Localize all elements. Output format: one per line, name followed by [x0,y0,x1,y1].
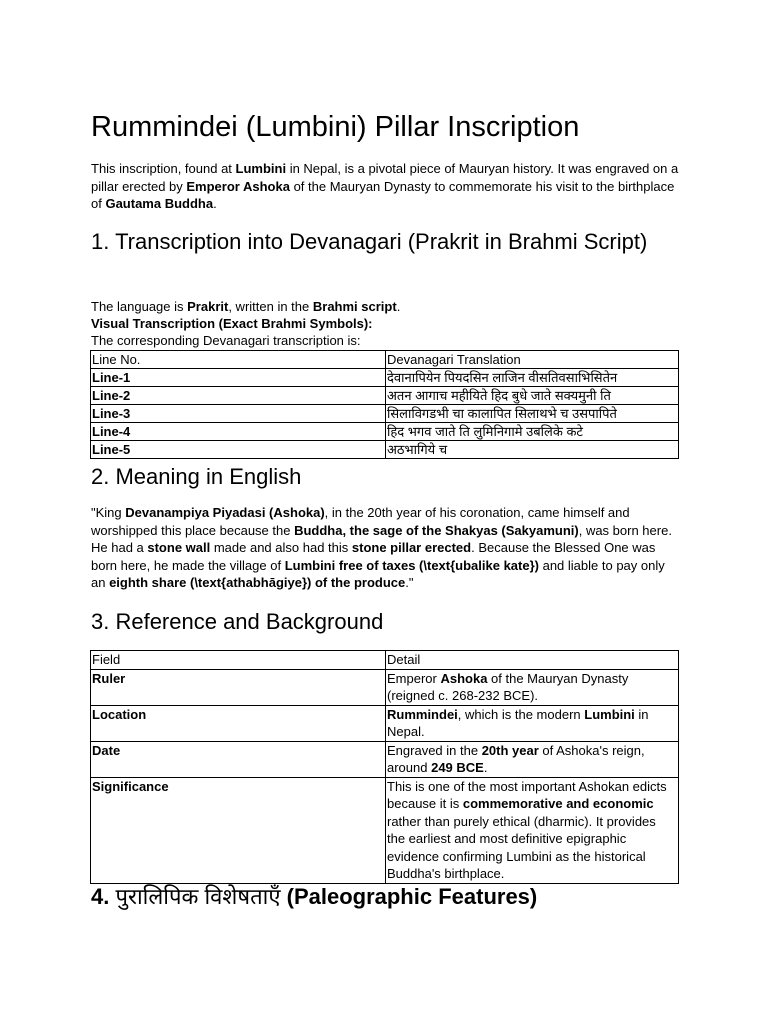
table-row [91,405,679,423]
table-row [91,669,679,705]
section-3-heading: 3. Reference and Background [91,609,384,634]
reference-table [90,650,679,884]
devanagari-cell: देवानापियेन पियदसिन लाजिन वीसतिवसाभिसितेन [386,369,679,387]
devanagari-cell: सिलाविगडभी चा कालापित सिलाथभे च उसपापिते [386,405,679,423]
detail-cell: This is one of the most important Ashokan edicts because it is commemorative and economic rather than purely ethical (dharmic). It provides the earliest and most definitive epigraphic evidence confirming Lumbini as the historical Buddha's birthplace. [386,777,679,883]
table-header-cell: Field [91,651,386,670]
table-row [91,423,679,441]
table-header-cell: Devanagari Translation [386,351,679,369]
table-header-cell: Detail [386,651,679,670]
field-cell: Ruler [91,669,386,705]
page-title: Rummindei (Lumbini) Pillar Inscription [91,111,580,143]
section-2-heading: 2. Meaning in English [91,464,302,489]
table-header-cell: Line No. [91,351,386,369]
field-cell: Location [91,705,386,741]
line-number-cell: Line-1 [91,369,386,387]
meaning-paragraph: "King Devanampiya Piyadasi (Ashoka), in the 20th year of his coronation, came himself and worshipped this place because the Buddha, the sage of the Shakyas (Sakyamuni), was born here. He had a stone wall made and also had this stone pillar erected. Because the Blessed One was born here, he made the village of Lumbini free of taxes (\text{ubalike kate}) and liable to pay only an eighth share (\text{athabhāgiye}) of the produce." [91,505,672,590]
table-row [91,369,679,387]
table-row [91,705,679,741]
line-number-cell: Line-2 [91,387,386,405]
table-row [91,387,679,405]
devanagari-cell: हिद भगव जाते ति लुमिनिगामे उबलिके कटे [386,423,679,441]
detail-cell: Engraved in the 20th year of Ashoka's reign, around 249 BCE. [386,741,679,777]
table-header-row [91,651,679,670]
language-line: The language is Prakrit, written in the Brahmi script. [91,299,401,314]
corresponding-text: The corresponding Devanagari transcription is: [91,333,361,348]
intro-paragraph: This inscription, found at Lumbini in Nepal, is a pivotal piece of Mauryan history. It was engraved on a pillar erected by Emperor Ashoka of the Mauryan Dynasty to commemorate his visit to the birthplace of Gautama Buddha. [91,161,679,211]
line-number-cell: Line-3 [91,405,386,423]
transcription-table [90,350,679,459]
line-number-cell: Line-5 [91,441,386,459]
field-cell: Date [91,741,386,777]
table-row [91,741,679,777]
field-cell: Significance [91,777,386,883]
detail-cell: Rummindei, which is the modern Lumbini in Nepal. [386,705,679,741]
table-row [91,777,679,883]
devanagari-cell: अठभागिये च [386,441,679,459]
devanagari-cell: अतन आगाच महीयिते हिद बुधे जाते सक्यमुनी ति [386,387,679,405]
line-number-cell: Line-4 [91,423,386,441]
visual-transcription-label: Visual Transcription (Exact Brahmi Symbols): [91,316,373,331]
section-4-heading: 4. पुरालिपिक विशेषताएँ (Paleographic Features) [91,884,538,909]
section-1-heading: 1. Transcription into Devanagari (Prakrit in Brahmi Script) [91,229,648,254]
detail-cell: Emperor Ashoka of the Mauryan Dynasty (reigned c. 268-232 BCE). [386,669,679,705]
table-header-row [91,351,679,369]
table-row [91,441,679,459]
